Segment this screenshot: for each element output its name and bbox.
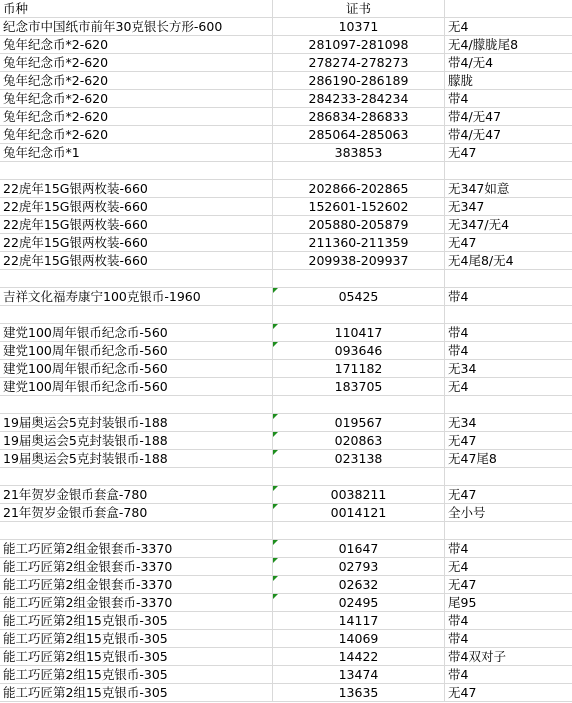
table-row — [0, 648, 572, 666]
cell-note[interactable]: 无34 — [445, 360, 572, 378]
cell-cert[interactable]: 183705 — [273, 378, 445, 396]
table-row — [0, 108, 572, 126]
cell-coin[interactable]: 吉祥文化福寿康宁100克银币-1960 — [0, 288, 273, 306]
cell-coin[interactable]: 22虎年15G银两枚装-660 — [0, 180, 273, 198]
cell-note[interactable]: 无4 — [445, 18, 572, 36]
table-row — [0, 666, 572, 684]
table-row — [0, 360, 572, 378]
cell-coin[interactable]: 能工巧匠第2组15克银币-305 — [0, 648, 273, 666]
cell-coin[interactable]: 能工巧匠第2组15克银币-305 — [0, 612, 273, 630]
cell-cert[interactable]: 093646 — [273, 342, 445, 360]
cell-note[interactable]: 无34 — [445, 414, 572, 432]
cell-cert[interactable]: 202866-202865 — [273, 180, 445, 198]
cell-note[interactable] — [445, 306, 572, 324]
table-row — [0, 342, 572, 360]
table-row — [0, 504, 572, 522]
comment-indicator-icon[interactable] — [273, 576, 278, 581]
cell-cert[interactable]: 02793 — [273, 558, 445, 576]
comment-indicator-icon[interactable] — [273, 558, 278, 563]
cell-cert[interactable] — [273, 468, 445, 486]
cell-note[interactable]: 无47 — [445, 144, 572, 162]
table-row — [0, 18, 572, 36]
cell-cert[interactable] — [273, 270, 445, 288]
cell-cert[interactable]: 284233-284234 — [273, 90, 445, 108]
table-row — [0, 126, 572, 144]
cell-coin[interactable]: 能工巧匠第2组15克银币-305 — [0, 666, 273, 684]
cell-cert[interactable]: 13635 — [273, 684, 445, 702]
table-row — [0, 378, 572, 396]
cell-note[interactable]: 无47 — [445, 576, 572, 594]
cell-cert[interactable]: 171182 — [273, 360, 445, 378]
cell-cert[interactable]: 023138 — [273, 450, 445, 468]
cell-note[interactable]: 带4/无47 — [445, 126, 572, 144]
comment-indicator-icon[interactable] — [273, 450, 278, 455]
table-row — [0, 612, 572, 630]
table-row — [0, 684, 572, 702]
cell-note[interactable]: 带4 — [445, 90, 572, 108]
cell-cert[interactable]: 14117 — [273, 612, 445, 630]
cell-coin[interactable]: 19届奥运会5克封装银币-188 — [0, 432, 273, 450]
cell-note[interactable]: 带4 — [445, 630, 572, 648]
comment-indicator-icon[interactable] — [273, 324, 278, 329]
cell-cert[interactable]: 019567 — [273, 414, 445, 432]
cell-cert[interactable]: 14422 — [273, 648, 445, 666]
cell-note[interactable]: 无47 — [445, 684, 572, 702]
cell-note[interactable]: 无47尾8 — [445, 450, 572, 468]
cell-cert[interactable]: 10371 — [273, 18, 445, 36]
cell-coin[interactable]: 建党100周年银币纪念币-560 — [0, 324, 273, 342]
cell-coin[interactable] — [0, 270, 273, 288]
cell-coin[interactable]: 兔年纪念币*1 — [0, 144, 273, 162]
table-row — [0, 234, 572, 252]
cell-coin[interactable] — [0, 522, 273, 540]
cell-note[interactable]: 带4/无47 — [445, 108, 572, 126]
cell-cert[interactable]: 0014121 — [273, 504, 445, 522]
header-cert[interactable]: 证书 — [273, 0, 445, 18]
cell-note[interactable]: 无47 — [445, 486, 572, 504]
cell-note[interactable] — [445, 396, 572, 414]
table-row — [0, 630, 572, 648]
table-row — [0, 324, 572, 342]
cell-note[interactable]: 无347如意 — [445, 180, 572, 198]
cell-note[interactable] — [445, 162, 572, 180]
cell-cert[interactable]: 020863 — [273, 432, 445, 450]
cell-note[interactable]: 无47 — [445, 234, 572, 252]
header-row — [0, 0, 572, 18]
cell-note[interactable]: 尾95 — [445, 594, 572, 612]
table-row — [0, 270, 572, 288]
cell-coin[interactable]: 22虎年15G银两枚装-660 — [0, 252, 273, 270]
cell-cert[interactable]: 209938-209937 — [273, 252, 445, 270]
cell-note[interactable]: 带4 — [445, 342, 572, 360]
table-row — [0, 198, 572, 216]
table-row — [0, 450, 572, 468]
cell-cert[interactable]: 286834-286833 — [273, 108, 445, 126]
cell-cert[interactable] — [273, 522, 445, 540]
cell-coin[interactable]: 建党100周年银币纪念币-560 — [0, 360, 273, 378]
cell-note[interactable]: 带4 — [445, 540, 572, 558]
cell-note[interactable]: 朦胧 — [445, 72, 572, 90]
cell-note[interactable]: 无47 — [445, 432, 572, 450]
table-row — [0, 594, 572, 612]
cell-cert[interactable]: 05425 — [273, 288, 445, 306]
cell-coin[interactable]: 21年贺岁金银币套盒-780 — [0, 486, 273, 504]
cell-cert[interactable]: 278274-278273 — [273, 54, 445, 72]
cell-cert[interactable]: 281097-281098 — [273, 36, 445, 54]
cell-note[interactable]: 带4 — [445, 666, 572, 684]
table-row — [0, 288, 572, 306]
comment-indicator-icon[interactable] — [273, 288, 278, 293]
cell-coin[interactable]: 能工巧匠第2组金银套币-3370 — [0, 576, 273, 594]
cell-note[interactable]: 无4/朦胧尾8 — [445, 36, 572, 54]
cell-coin[interactable]: 建党100周年银币纪念币-560 — [0, 342, 273, 360]
cell-note[interactable]: 带4 — [445, 288, 572, 306]
cell-coin[interactable]: 19届奥运会5克封装银币-188 — [0, 414, 273, 432]
cell-coin[interactable]: 22虎年15G银两枚装-660 — [0, 198, 273, 216]
table-row — [0, 36, 572, 54]
cell-cert[interactable]: 02632 — [273, 576, 445, 594]
cell-note[interactable]: 全小号 — [445, 504, 572, 522]
cell-cert[interactable] — [273, 162, 445, 180]
table-row — [0, 558, 572, 576]
cell-cert[interactable] — [273, 306, 445, 324]
table-row — [0, 216, 572, 234]
cell-cert[interactable]: 152601-152602 — [273, 198, 445, 216]
cell-coin[interactable]: 能工巧匠第2组金银套币-3370 — [0, 594, 273, 612]
cell-coin[interactable] — [0, 396, 273, 414]
cell-note[interactable] — [445, 270, 572, 288]
comment-indicator-icon[interactable] — [273, 594, 278, 599]
cell-coin[interactable]: 能工巧匠第2组金银套币-3370 — [0, 540, 273, 558]
cell-coin[interactable]: 兔年纪念币*2-620 — [0, 108, 273, 126]
table-row — [0, 180, 572, 198]
cell-coin[interactable]: 兔年纪念币*2-620 — [0, 126, 273, 144]
cell-coin[interactable]: 能工巧匠第2组15克银币-305 — [0, 684, 273, 702]
cell-note[interactable]: 无347 — [445, 198, 572, 216]
table-row — [0, 306, 572, 324]
cell-note[interactable]: 无4 — [445, 378, 572, 396]
header-coin[interactable]: 币种 — [0, 0, 273, 18]
table-row — [0, 522, 572, 540]
table-row — [0, 54, 572, 72]
table-row — [0, 90, 572, 108]
comment-indicator-icon[interactable] — [273, 486, 278, 491]
table-row — [0, 396, 572, 414]
cell-coin[interactable]: 21年贺岁金银币套盒-780 — [0, 504, 273, 522]
cell-coin[interactable]: 22虎年15G银两枚装-660 — [0, 216, 273, 234]
cell-note[interactable]: 无4尾8/无4 — [445, 252, 572, 270]
cell-cert[interactable]: 285064-285063 — [273, 126, 445, 144]
cell-note[interactable]: 带4/无4 — [445, 54, 572, 72]
cell-cert[interactable]: 01647 — [273, 540, 445, 558]
table-row — [0, 252, 572, 270]
cell-cert[interactable]: 110417 — [273, 324, 445, 342]
cell-cert[interactable] — [273, 396, 445, 414]
cell-note[interactable]: 带4 — [445, 324, 572, 342]
table-row — [0, 432, 572, 450]
table-row — [0, 414, 572, 432]
table-row — [0, 162, 572, 180]
cell-note[interactable]: 无347/无4 — [445, 216, 572, 234]
cell-cert[interactable]: 02495 — [273, 594, 445, 612]
cell-coin[interactable] — [0, 468, 273, 486]
cell-cert[interactable]: 14069 — [273, 630, 445, 648]
cell-coin[interactable]: 纪念市中国纸市前年30克银长方形-600 — [0, 18, 273, 36]
comment-indicator-icon[interactable] — [273, 414, 278, 419]
table-row — [0, 540, 572, 558]
cell-cert[interactable]: 0038211 — [273, 486, 445, 504]
table-row — [0, 144, 572, 162]
cell-coin[interactable]: 建党100周年银币纪念币-560 — [0, 378, 273, 396]
cell-cert[interactable]: 205880-205879 — [273, 216, 445, 234]
cell-coin[interactable]: 能工巧匠第2组15克银币-305 — [0, 630, 273, 648]
cell-note[interactable] — [445, 468, 572, 486]
cell-coin[interactable] — [0, 162, 273, 180]
cell-coin[interactable]: 兔年纪念币*2-620 — [0, 90, 273, 108]
comment-indicator-icon[interactable] — [273, 432, 278, 437]
cell-coin[interactable]: 22虎年15G银两枚装-660 — [0, 234, 273, 252]
cell-note[interactable]: 带4双对子 — [445, 648, 572, 666]
cell-coin[interactable] — [0, 306, 273, 324]
header-note[interactable] — [445, 0, 572, 18]
table-row — [0, 72, 572, 90]
cell-note[interactable]: 无4 — [445, 558, 572, 576]
cell-coin[interactable]: 19届奥运会5克封装银币-188 — [0, 450, 273, 468]
cell-cert[interactable]: 286190-286189 — [273, 72, 445, 90]
cell-coin[interactable]: 兔年纪念币*2-620 — [0, 36, 273, 54]
table-row — [0, 486, 572, 504]
cell-coin[interactable]: 能工巧匠第2组金银套币-3370 — [0, 558, 273, 576]
cell-cert[interactable]: 13474 — [273, 666, 445, 684]
cell-cert[interactable]: 383853 — [273, 144, 445, 162]
cell-coin[interactable]: 兔年纪念币*2-620 — [0, 72, 273, 90]
cell-note[interactable]: 带4 — [445, 612, 572, 630]
comment-indicator-icon[interactable] — [273, 504, 278, 509]
cell-note[interactable] — [445, 522, 572, 540]
cell-coin[interactable]: 兔年纪念币*2-620 — [0, 54, 273, 72]
cell-cert[interactable]: 211360-211359 — [273, 234, 445, 252]
comment-indicator-icon[interactable] — [273, 540, 278, 545]
table-row — [0, 468, 572, 486]
comment-indicator-icon[interactable] — [273, 342, 278, 347]
table-row — [0, 576, 572, 594]
